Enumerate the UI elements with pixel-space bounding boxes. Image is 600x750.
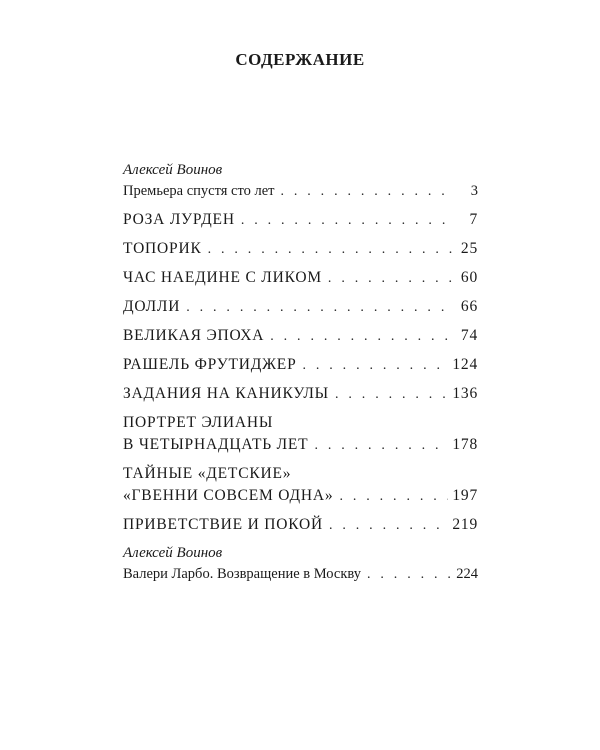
dot-leader xyxy=(186,297,454,319)
dot-leader xyxy=(302,355,448,377)
toc-entry-page: 224 xyxy=(456,566,478,582)
toc-entry xyxy=(123,563,478,586)
page-title: СОДЕРЖАНИЕ xyxy=(235,50,365,69)
toc-entry-page: 178 xyxy=(452,436,478,453)
toc-entry xyxy=(123,209,478,232)
toc-entry-title-line2: «ГВЕННИ СОВСЕМ ОДНА» xyxy=(123,487,334,504)
dot-leader xyxy=(270,326,454,348)
dot-leader xyxy=(335,384,448,406)
toc-entry-page: 3 xyxy=(470,183,478,199)
toc-entry-page: 60 xyxy=(460,269,478,286)
dot-leader xyxy=(280,181,454,203)
table-of-contents xyxy=(123,160,478,586)
toc-entry xyxy=(123,354,478,377)
toc-author: Алексей Воинов xyxy=(123,162,223,178)
toc-entry-title: ДОЛЛИ xyxy=(123,298,181,315)
toc-entry xyxy=(123,296,478,319)
toc-entry-page: 136 xyxy=(452,385,478,402)
toc-entry-title: ЧАС НАЕДИНЕ С ЛИКОМ xyxy=(123,269,322,286)
toc-entry-title: ПРИВЕТСТВИЕ И ПОКОЙ xyxy=(123,516,323,533)
dot-leader xyxy=(314,435,448,457)
dot-leader xyxy=(241,210,454,232)
dot-leader xyxy=(208,239,454,261)
toc-entry xyxy=(123,463,478,508)
toc-entry-page: 219 xyxy=(452,516,478,533)
toc-entry xyxy=(123,325,478,348)
toc-entry-title-line1: ПОРТРЕТ ЭЛИАНЫ xyxy=(123,414,274,431)
dot-leader xyxy=(339,486,448,508)
toc-entry xyxy=(123,514,478,537)
toc-entry xyxy=(123,180,478,203)
dot-leader xyxy=(329,515,448,537)
toc-entry xyxy=(123,412,478,457)
toc-entry-page: 25 xyxy=(460,240,478,257)
toc-entry-title: ЗАДАНИЯ НА КАНИКУЛЫ xyxy=(123,385,329,402)
toc-entry-page: 66 xyxy=(460,298,478,315)
toc-entry xyxy=(123,267,478,290)
toc-entry-page: 7 xyxy=(469,211,478,228)
toc-entry-title-line2: В ЧЕТЫРНАДЦАТЬ ЛЕТ xyxy=(123,436,309,453)
toc-entry xyxy=(123,238,478,261)
toc-entry-title-line1: ТАЙНЫЕ «ДЕТСКИЕ» xyxy=(123,465,292,482)
toc-entry-title: Валери Ларбо. Возвращение в Москву xyxy=(123,566,361,582)
toc-entry-title: РАШЕЛЬ ФРУТИДЖЕР xyxy=(123,356,297,373)
toc-entry-title: ВЕЛИКАЯ ЭПОХА xyxy=(123,327,265,344)
dot-leader xyxy=(328,268,454,290)
toc-entry-title: Премьера спустя сто лет xyxy=(123,183,275,199)
dot-leader xyxy=(367,564,452,586)
toc-entry-page: 124 xyxy=(452,356,478,373)
toc-entry-title: РОЗА ЛУРДЕН xyxy=(123,211,235,228)
toc-entry xyxy=(123,383,478,406)
toc-entry-page: 74 xyxy=(460,327,478,344)
toc-entry-title: ТОПОРИК xyxy=(123,240,202,257)
toc-author: Алексей Воинов xyxy=(123,545,223,561)
toc-entry-page: 197 xyxy=(452,487,478,504)
